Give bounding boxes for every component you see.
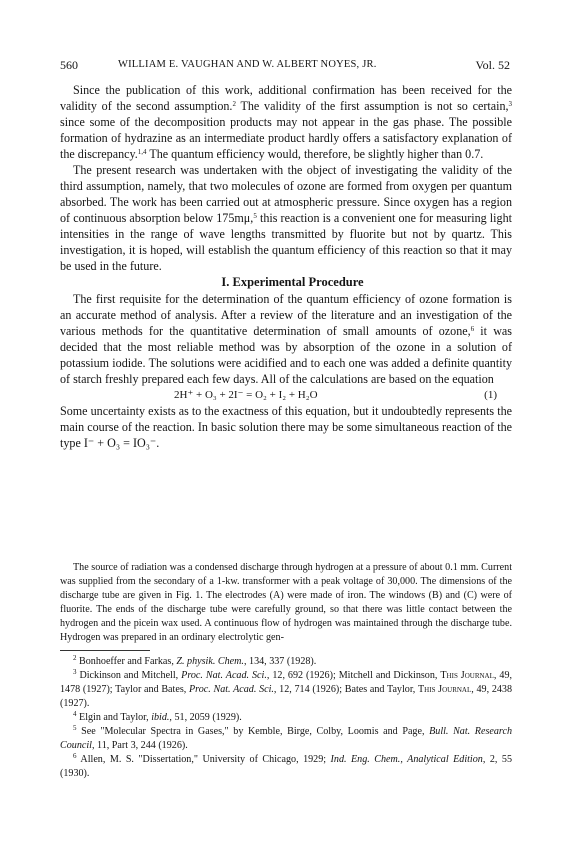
footnote-4-journal: ibid. (151, 712, 170, 723)
equation-number: (1) (484, 389, 497, 401)
footnote-6 (60, 753, 512, 781)
footnote-ref-6: 6 (470, 325, 475, 333)
p3-text-b: it was decided that the most reliable method was by absorption of the ozone in a solution of potassium iodide. The solutions were acidified and to each one was added a definite quantity of starch freshly prepared each few days. All of the calculations are based on the equation (60, 324, 513, 386)
footnote-3-text-c: , 49, 1478 (1927); Taylor and Bates, (60, 670, 513, 695)
footnote-4 (60, 711, 512, 725)
footnote-6-text: Allen, M. S. "Dissertation," University of Chicago, 1929; (76, 754, 331, 765)
page-number: 560 (60, 58, 78, 72)
footnote-5-text: See "Molecular Spectra in Gases," by Kemble, Birge, Colby, Loomis and Page, (76, 726, 430, 737)
footnote-divider (60, 650, 150, 651)
footnote-3-mark: 3 (73, 668, 77, 676)
equation-1 (60, 387, 512, 403)
footnote-2-text: Bonhoeffer and Farkas, (76, 656, 177, 667)
footnote-4-citation: , 51, 2059 (1929). (169, 712, 242, 723)
footnote-3-text-a: Dickinson and Mitchell, (76, 670, 182, 681)
footnote-5-mark: 5 (73, 724, 77, 732)
main-text (60, 82, 512, 451)
footnote-ref-1-4: 1,4 (137, 148, 147, 156)
footnotes (60, 655, 512, 781)
footnote-6-mark: 6 (73, 752, 77, 760)
footnote-ref-5: 5 (253, 212, 257, 220)
apparatus-description (60, 561, 512, 645)
paragraph-1 (60, 82, 512, 162)
footnote-5-journal: Bull. Nat. Research Council (60, 726, 512, 751)
section-heading: I. Experimental Procedure (221, 275, 364, 289)
p3-text-a: The first requisite for the determination of the quantum efficiency of ozone formation is an accurate method of analysis. After a review of the literature and an investigation of the various methods for the quantitative determination of small amounts of ozone, (60, 292, 512, 338)
running-authors: WILLIAM E. VAUGHAN AND W. ALBERT NOYES, JR. (118, 59, 377, 70)
footnote-6-citation: , 2, 55 (1930). (60, 754, 512, 779)
footnote-3-text-b: , 12, 692 (1926); Mitchell and Dickinson, (266, 670, 441, 681)
footnote-ref-3: 3 (508, 100, 513, 108)
footnote-ref-2: 2 (232, 100, 236, 108)
p1-text-b: The validity of the first assumption is not so certain, (235, 99, 509, 113)
equation-text: 2H⁺ + O₃ + 2I⁻ = O₂ + I₂ + H₂O (174, 389, 318, 401)
footnote-2 (60, 655, 512, 669)
footnote-2-citation: , 134, 337 (1928). (243, 656, 317, 667)
p1-text-c: since some of the decomposition products may not appear in the gas phase. The possible formation of hydrazine as an intermediate product hardly offers a satisfactory explanation of the discrepancy. (60, 115, 512, 161)
paragraph-4: Some uncertainty exists as to the exactness of this equation, but it undoubtedly represents the main course of the reaction. In basic solution there may be some simultaneous reaction of the type I⁻ + O₃ = IO₃⁻. (60, 404, 512, 450)
footnote-3-journal-4: This Journal (418, 684, 472, 695)
footnote-6-journal: Ind. Eng. Chem., Analytical Edition (330, 754, 483, 765)
footnote-3-text-e: , 49, 2438 (1927). (60, 684, 513, 709)
footnote-2-mark: 2 (73, 654, 77, 662)
footnote-5 (60, 725, 512, 753)
small-paragraph: The source of radiation was a condensed discharge through hydrogen at a pressure of about 0.1 mm. Current was supplied from the secondary of a 1-kw. transformer with a peak voltage of 30,000. The dimensions of the discharge tube are given in Fig. 1. The electrodes (A) were made of iron. The windows (B) and (C) were of fluorite. The ends of the discharge tube were carefully ground, so that there was little contact between the hydrogen and the picein wax used. A continuous flow of hydrogen was maintained through the discharge tube. Hydrogen was prepared in an ordinary electrolytic gen- (60, 562, 512, 643)
footnote-3 (60, 669, 512, 711)
footnote-3-journal-2: This Journal (440, 670, 494, 681)
footnote-3-text-d: , 12, 714 (1926); Bates and Taylor, (273, 684, 419, 695)
p2-text-b: this reaction is a convenient one for measuring light intensities in the range of wave lengths transmitted by fluorite but not by quartz. This investigation, it is hoped, will establish the quantum efficiency of this reaction so that it may be used in the future. (60, 211, 512, 273)
footnote-5-citation: , 11, Part 3, 244 (1926). (91, 740, 188, 751)
paragraph-2 (60, 162, 512, 274)
footnote-4-mark: 4 (73, 710, 77, 718)
p1-text-a: Since the publication of this work, additional confirmation has been received for the validity of the second assumption. (60, 83, 512, 113)
p2-text-a: The present research was undertaken with the object of investigating the validity of the third assumption, namely, that two molecules of ozone are formed from oxygen per quantum absorbed. The work has been carried out at atmospheric pressure. Since oxygen has a region of continuous absorption below 175mμ, (60, 163, 512, 225)
running-header (60, 58, 510, 74)
paragraph-3 (60, 291, 512, 387)
footnote-2-journal: Z. physik. Chem. (176, 656, 244, 667)
volume-label: Vol. 52 (475, 58, 510, 72)
p1-text-d: The quantum efficiency would, therefore, be slightly higher than 0.7. (146, 147, 484, 161)
footnote-3-journal-1: Proc. Nat. Acad. Sci. (181, 670, 267, 681)
footnote-4-text: Elgin and Taylor, (76, 712, 152, 723)
footnote-3-journal-3: Proc. Nat. Acad. Sci. (188, 684, 274, 695)
